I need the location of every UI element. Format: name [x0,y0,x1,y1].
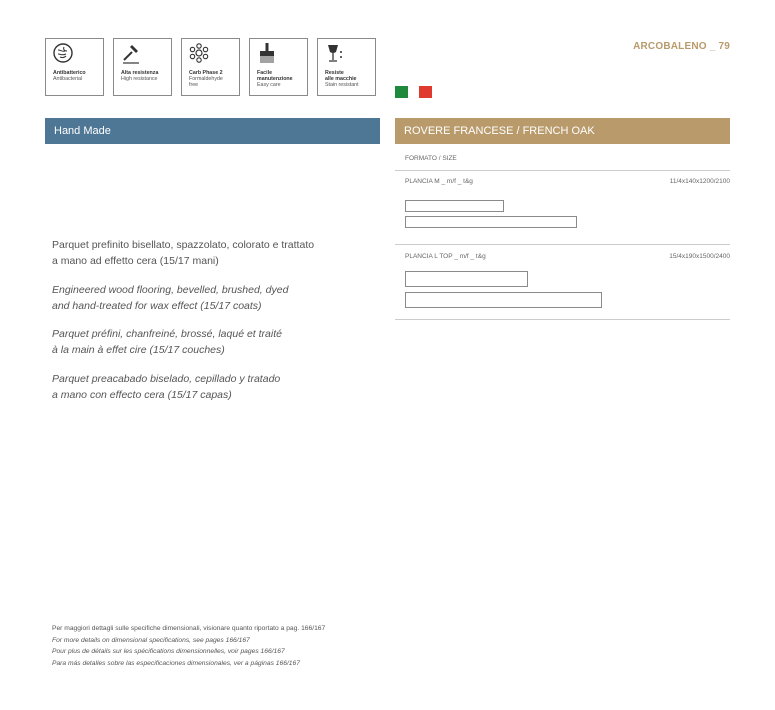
note-english: For more details on dimensional specifications, see pages 166/167 [52,636,250,644]
feature-carb-phase [181,38,240,96]
description-spanish: Parquet preacabado biselado, cepillado y tratado a mano con effecto cera (15/17 capas) [52,373,281,401]
feature-title: Facile manutenzione [257,70,293,82]
feature-title: Resiste alle macchie [325,70,357,82]
plank-short-diagram [405,200,504,212]
feature-high-resistance [113,38,172,96]
molecule-icon [188,42,210,64]
product-name: PLANCIA L TOP _ m/f _ t&g [405,253,486,260]
feature-title: Alta resistenza [121,70,159,76]
description-french: Parquet préfini, chanfreiné, brossé, laqué et traité à la main à effet cire (15/17 couches) [52,328,282,356]
feature-title: Antibatterico [53,70,86,76]
feature-subtitle: High resistance [121,76,158,82]
wood-type-bar: ROVERE FRANCESE / FRENCH OAK [395,118,730,144]
plank-long-diagram [405,216,577,228]
note-italian: Per maggiori dettagli sulle specifiche dimensionali, visionare quanto riportato a pag. 166/167 [52,625,326,632]
feature-easy-care [249,38,308,96]
note-spanish: Para más detalles sobre las especificaciones dimensionales, ver a páginas 166/167 [52,659,300,667]
footer-notes [52,623,325,669]
divider [395,244,730,245]
brush-icon [256,42,278,64]
antibacterial-icon [52,42,74,64]
description-italian: Parquet prefinito bisellato, spazzolato, colorato e trattato a mano ad effetto cera (15/17 mani) [52,239,315,267]
feature-subtitle: Stain resistant [325,82,359,88]
feature-antibacterial [45,38,104,96]
product-dimensions: 11/4x140x1200/2100 [669,178,730,185]
feature-subtitle: Easy care [257,82,281,88]
feature-subtitle: Antibacterial [53,76,83,82]
plank-short-diagram [405,271,528,287]
feature-subtitle: Formaldehyde free [189,76,223,88]
page-identifier: ARCOBALENO _ 79 [633,41,730,52]
product-name: PLANCIA M _ m/f _ t&g [405,178,473,185]
format-label: FORMATO / SIZE [405,155,457,162]
divider [395,170,730,171]
plank-long-diagram [405,292,602,308]
green-flag-swatch [395,86,408,98]
features-row [45,38,376,96]
description-english: Engineered wood flooring, bevelled, brushed, dyed and hand-treated for wax effect (15/17 coats) [52,284,289,312]
feature-stain-resistant [317,38,376,96]
feature-title: Carb Phase 2 [189,70,223,76]
divider [395,319,730,320]
hand-made-bar: Hand Made [45,118,380,144]
hammer-icon [120,42,142,64]
wine-glass-icon [324,42,346,64]
red-flag-swatch [419,86,432,98]
note-french: Pour plus de détails sur les spécifications dimensionnelles, voir pages 166/167 [52,648,285,655]
product-dimensions: 15/4x190x1500/2400 [669,253,730,260]
